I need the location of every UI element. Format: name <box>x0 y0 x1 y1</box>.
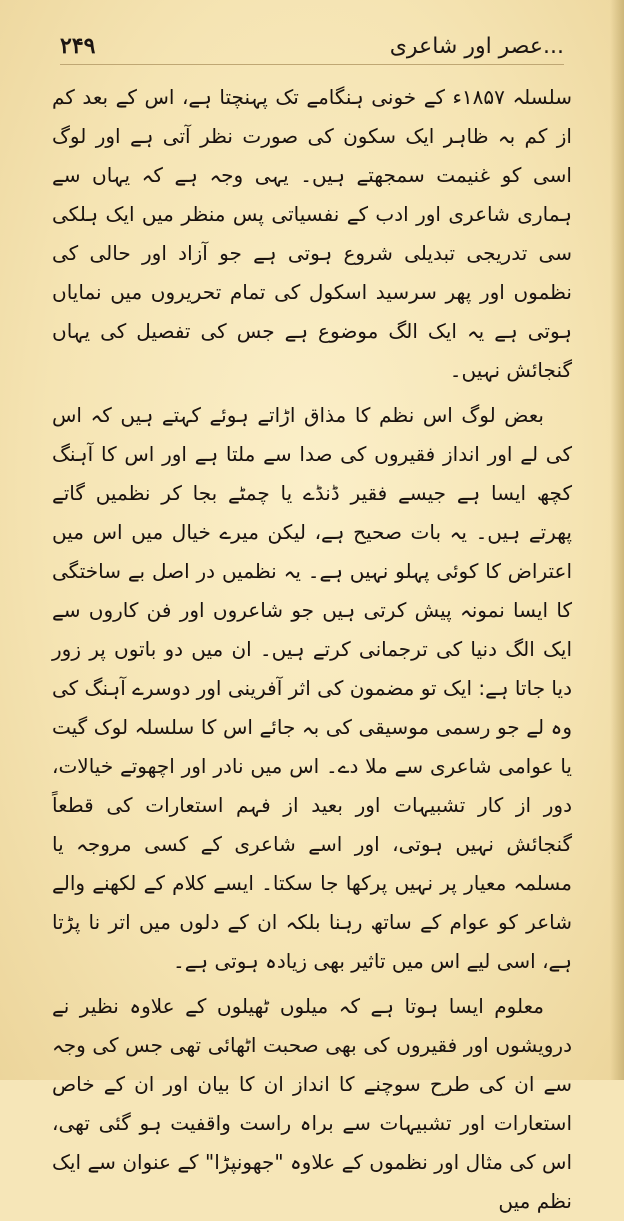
running-head: ...عصر اور شاعری <box>389 33 564 59</box>
paragraph-1: سلسلہ ۱۸۵۷ء کے خونی ہنگامے تک پہنچتا ہے، اس کے بعد کم از کم بہ ظاہر ایک سکون کی صورت نظر آتی ہے اور لوگ اسی کو غنیمت سمجھتے ہیں۔ یہی وجہ ہے کہ یہاں سے ہماری شاعری اور ادب کے نفسیاتی پس منظر میں ایک ہلکی سی تدریجی تبدیلی شروع ہوتی ہے جو آزاد اور حالی کی نظموں اور پھر سرسید اسکول کی تمام تحریروں میں نمایاں ہوتی ہے یہ ایک الگ موضوع ہے جس کی تفصیل کی یہاں گنجائش نہیں۔ <box>52 85 573 382</box>
paragraph-2: بعض لوگ اس نظم کا مذاق اڑاتے ہوئے کہتے ہیں کہ اس کی لے اور انداز فقیروں کی صدا سے ملتا ہے اور اس کا آہنگ کچھ ایسا ہے جیسے فقیر ڈنڈے یا چمٹے بجا کر نظمیں گاتے پھرتے ہیں۔ یہ بات صحیح ہے، لیکن میرے خیال میں اس میں اعتراض کا کوئی پہلو نہیں ہے۔ یہ نظمیں در اصل بے ساختگی کا ایسا نمونہ پیش کرتی ہیں جو شاعروں اور فن کاروں سے ایک الگ دنیا کی ترجمانی کرتے ہیں۔ ان میں دو باتوں پر زور دیا جاتا ہے: ایک تو مضمون کی اثر آفرینی اور دوسرے آہنگ کی وہ لے جو رسمی موسیقی کی بہ جائے اس کا سلسلہ لوک گیت یا عوامی شاعری سے ملا دے۔ اس میں نادر اور اچھوتے خیالات، دور از کار تشبیہات اور بعید از فہم استعارات کی قطعاً گنجائش نہیں ہوتی، اور اسے شاعری کے کسی مروجہ یا مسلمہ معیار پر نہیں پرکھا جا سکتا۔ ایسے کلام کے لکھنے والے شاعر کو عوام کے ساتھ رہنا بلکہ ان کے دلوں میں اتر نا پڑتا ہے، اسی لیے اس میں تاثیر بھی زیادہ ہوتی ہے۔ <box>52 403 572 973</box>
paragraph-3: معلوم ایسا ہوتا ہے کہ میلوں ٹھیلوں کے علاوہ نظیر نے درویشوں اور فقیروں کی بھی صحبت اٹھائی تھی جس کی وجہ سے ان کی طرح سوچنے کا انداز ان کا بیان اور ان کے خاص استعارات اور تشبیہات سے براہ راست واقفیت ہو گئی تھی، اس کی مثال اور نظموں کے علاوہ "جھونپڑا" کے عنوان سے ایک نظم میں <box>52 994 572 1213</box>
page-spine-shadow <box>610 0 624 1080</box>
page-body <box>52 78 573 1213</box>
page-number: ۲۴۹ <box>60 33 96 59</box>
page-header <box>60 28 564 65</box>
